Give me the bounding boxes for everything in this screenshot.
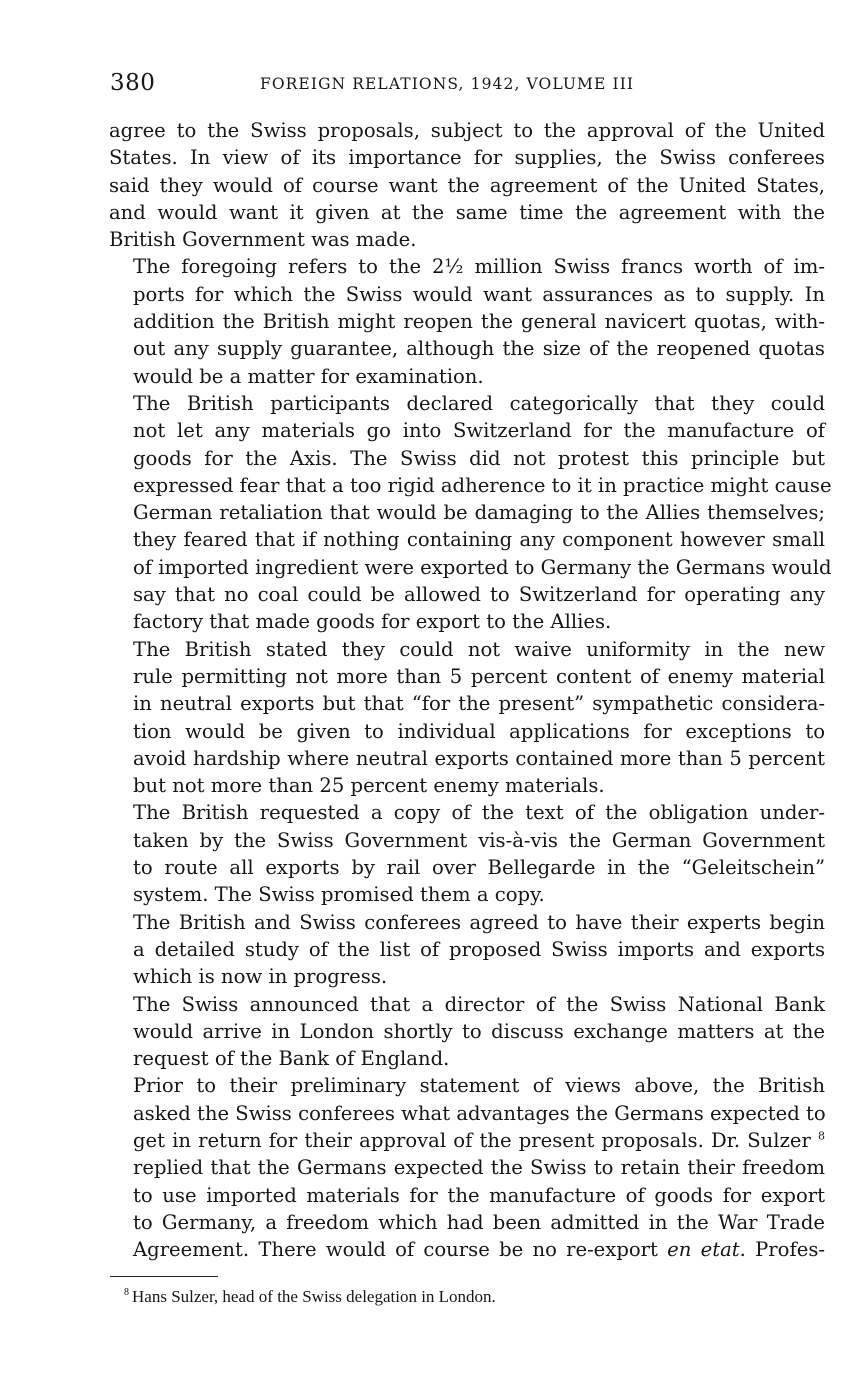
text-line: expressed fear that a too rigid adherence to it in practice might cause (133, 473, 832, 497)
paragraph (109, 991, 825, 1073)
footnote-rule (110, 1276, 218, 1277)
text-line: would be a matter for examination. (133, 364, 484, 388)
text-line: in neutral exports but that “for the present” sympathetic considera- (133, 692, 825, 716)
footnote-reference[interactable]: 8 (818, 1129, 826, 1143)
text-segment: Agreement. There would of course be no re-export (133, 1238, 668, 1262)
footnote-text: Hans Sulzer, head of the Swiss delegation in London. (132, 1287, 496, 1306)
text-line: The foregoing refers to the 2½ million Swiss francs worth of im- (133, 255, 825, 279)
italic-phrase: en etat. (667, 1238, 746, 1262)
text-line: say that no coal could be allowed to Switzerland for operating any (133, 583, 825, 607)
text-line: The British participants declared categorically that they could (133, 391, 825, 415)
text-line: a detailed study of the list of proposed Swiss imports and exports (133, 937, 825, 961)
text-line: and would want it given at the same time the agreement with the (109, 200, 825, 224)
text-line: not let any materials go into Switzerland for the manufacture of (133, 419, 825, 443)
text-line: factory that made goods for export to the Allies. (133, 610, 612, 634)
text-line: States. In view of its importance for supplies, the Swiss conferees (109, 146, 825, 170)
paragraph (109, 909, 825, 991)
paragraph (109, 117, 825, 253)
text-segment: Profes- (745, 1238, 825, 1262)
paragraph-final (109, 1072, 825, 1263)
text-line: would arrive in London shortly to discuss exchange matters at the (133, 1019, 825, 1043)
text-line: taken by the Swiss Government vis-à-vis the German Government (133, 828, 825, 852)
text-line: said they would of course want the agreement of the United States, (109, 173, 825, 197)
text-line (109, 1127, 825, 1154)
page-header (110, 70, 826, 100)
footnote (124, 1286, 496, 1308)
text-line: to use imported materials for the manufacture of goods for export (133, 1183, 825, 1207)
text-line: to Germany, a freedom which had been admitted in the War Trade (133, 1210, 825, 1234)
text-line: avoid hardship where neutral exports contained more than 5 percent (133, 746, 825, 770)
text-line: out any supply guarantee, although the size of the reopened quotas (133, 337, 825, 361)
body-text (109, 117, 832, 1263)
text-line: agree to the Swiss proposals, subject to the approval of the United (109, 119, 825, 142)
text-line: system. The Swiss promised them a copy. (133, 883, 545, 907)
text-line: Prior to their preliminary statement of views above, the British (133, 1074, 825, 1098)
text-line: addition the British might reopen the general navicert quotas, with- (133, 310, 825, 334)
text-line: asked the Swiss conferees what advantages the Germans expected to (133, 1101, 826, 1125)
text-line: goods for the Axis. The Swiss did not protest this principle but (133, 446, 825, 470)
text-line: The British requested a copy of the text of the obligation under- (133, 801, 825, 825)
paragraph (109, 253, 825, 389)
paragraph (109, 799, 825, 908)
text-line: German retaliation that would be damaging to the Allies themselves; (133, 501, 825, 525)
paragraph (109, 390, 832, 636)
page-number: 380 (110, 70, 156, 96)
text-line: of imported ingredient were exported to Germany the Germans would (133, 555, 832, 579)
paragraphs (109, 117, 832, 1072)
text-line: which is now in progress. (133, 965, 388, 989)
text-line: but not more than 25 percent enemy materials. (133, 774, 605, 798)
text-line: request of the Bank of England. (133, 1047, 450, 1071)
text-line: rule permitting not more than 5 percent content of enemy material (133, 664, 825, 688)
text-line (109, 1236, 825, 1263)
running-title: FOREIGN RELATIONS, 1942, VOLUME III (260, 75, 635, 93)
footnote-marker: 8 (124, 1287, 129, 1299)
text-line: to route all exports by rail over Bellegarde in the “Geleitschein” (133, 856, 825, 880)
text-line: British Government was made. (109, 228, 417, 252)
paragraph (109, 636, 825, 800)
text-segment: get in return for their approval of the present proposals. Dr. Sulzer (133, 1128, 811, 1152)
text-line: replied that the Germans expected the Swiss to retain their freedom (133, 1156, 825, 1180)
text-line: The Swiss announced that a director of the Swiss National Bank (133, 992, 825, 1016)
text-line: The British and Swiss conferees agreed to have their experts begin (133, 910, 825, 934)
text-line: ports for which the Swiss would want assurances as to supply. In (133, 282, 825, 306)
text-line: The British stated they could not waive uniformity in the new (133, 637, 825, 661)
text-line: they feared that if nothing containing any component however small (133, 528, 825, 552)
text-line: tion would be given to individual applications for exceptions to (133, 719, 825, 743)
